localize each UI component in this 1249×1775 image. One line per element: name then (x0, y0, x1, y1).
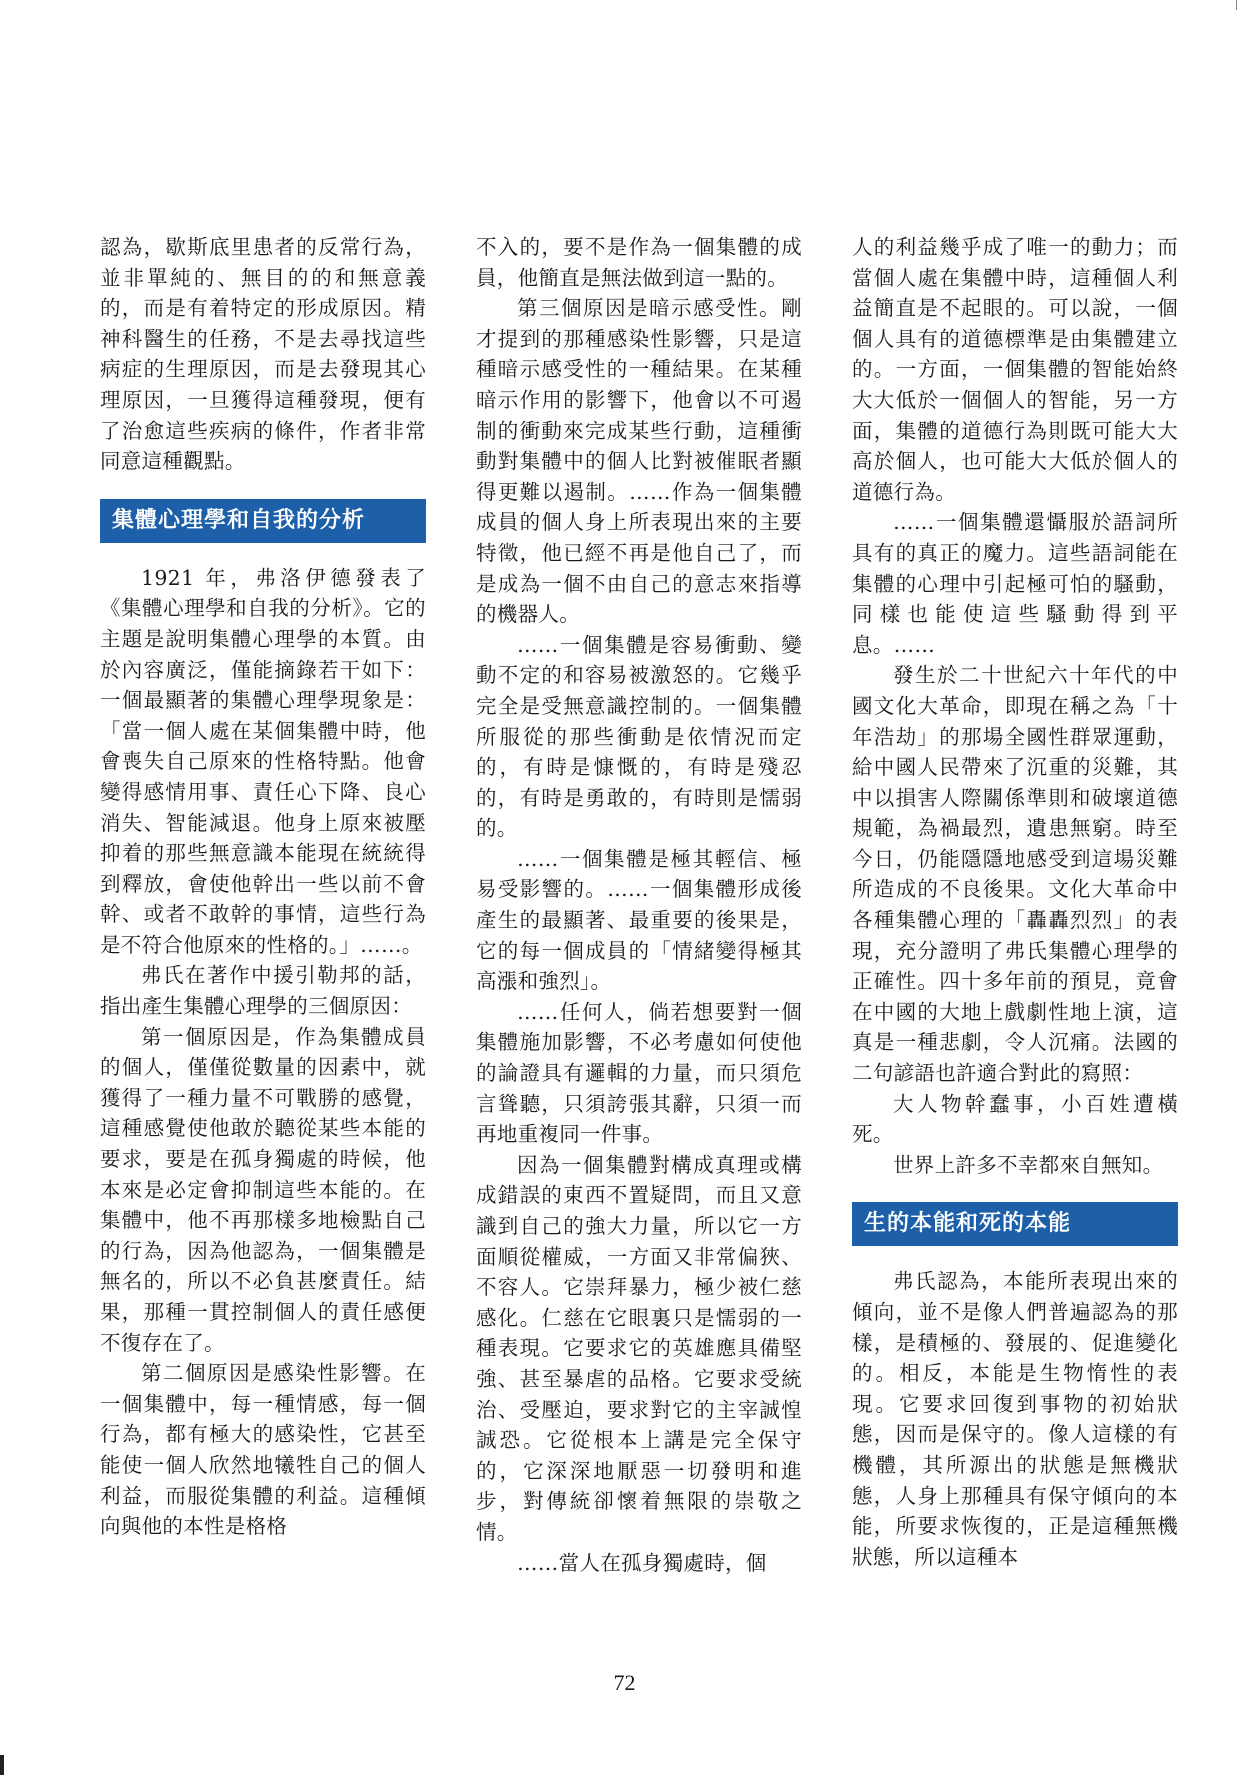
paragraph: ……一個集體還懾服於語詞所具有的真正的魔力。這些語詞能在集體的心理中引起極可怕的騷動，同樣也能使這些騷動得到平息。…… (852, 510, 1178, 657)
paragraph: 因為一個集體對構成真理或構成錯誤的東西不置疑問，而且又意識到自己的強大力量，所以它一方面順從權威，一方面又非常偏狹、不容人。它崇拜暴力，極少被仁慈感化。仁慈在它眼裏只是懦弱的一種表現。它要求它的英雄應具備堅強、甚至暴虐的品格。它要求受統治、受壓迫，要求對它的主宰誠惶誠恐。它從根本上講是完全保守的，它深深地厭惡一切發明和進步，對傳統卻懷着無限的崇敬之情。 (476, 1152, 802, 1544)
column-2 (476, 232, 802, 1578)
paragraph: 不入的，要不是作為一個集體的成員，他簡直是無法做到這一點的。 (476, 235, 802, 290)
paragraph: 認為，歇斯底里患者的反常行為，並非單純的、無目的的和無意義的，而是有着特定的形成原因。精神科醫生的任務，不是去尋找這些病症的生理原因，而是去發現其心理原因，一旦獲得這種發現，便有了治愈這些疾病的條件，作者非常同意這種觀點。 (100, 235, 426, 474)
paragraph: 1921 年，弗洛伊德發表了《集體心理學和自我的分析》。它的主題是說明集體心理學的本質。由於內容廣泛，僅能摘錄若干如下：一個最顯著的集體心理學現象是：「當一個人處在某個集體中時，他會喪失自己原來的性格特點。他會變得感情用事、責任心下降、良心消失、智能減退。他身上原來被壓抑着的那些無意識本能現在統統得到釋放，會使他幹出一些以前不會幹、或者不敢幹的事情，這些行為是不符合他原來的性格的。」……。 (100, 565, 426, 957)
paragraph: 第三個原因是暗示感受性。剛才提到的那種感染性影響，只是這種暗示感受性的一種結果。在某種暗示作用的影響下，他會以不可遏制的衝動來完成某些行動，這種衝動對集體中的個人比對被催眠者顯得更難以遏制。……作為一個集體成員的個人身上所表現出來的主要特徵，他已經不再是他自己了，而是成為一個不由自己的意志來指導的機器人。 (476, 296, 802, 627)
paragraph: ……一個集體是容易衝動、變動不定的和容易被激怒的。它幾乎完全是受無意識控制的。一個集體所服從的那些衝動是依情況而定的，有時是慷慨的，有時是殘忍的，有時是勇敢的，有時則是懦弱的。 (476, 632, 802, 841)
paragraph: 發生於二十世紀六十年代的中國文化大革命，即現在稱之為「十年浩劫」的那場全國性群眾運動，給中國人民帶來了沉重的災難，其中以損害人際關係準則和破壞道德規範，為禍最烈，遺患無窮。時至今日，仍能隱隱地感受到這場災難所造成的不良後果。文化大革命中各種集體心理的「轟轟烈烈」的表現，充分證明了弗氏集體心理學的正確性。四十多年前的預見，竟會在中國的大地上戲劇性地上演，這真是一種悲劇，令人沉痛。法國的二句諺語也許適合對此的寫照： (852, 663, 1178, 1086)
paragraph: 世界上許多不幸都來自無知。 (893, 1152, 1164, 1177)
column-3 (852, 232, 1178, 1572)
scan-corner-mark (1236, 0, 1243, 10)
paragraph: ……一個集體是極其輕信、極易受影響的。……一個集體形成後產生的最顯著、最重要的後果是，它的每一個成員的「情緒變得極其高漲和強烈」。 (476, 846, 802, 994)
paragraph: 人的利益幾乎成了唯一的動力；而當個人處在集體中時，這種個人利益簡直是不起眼的。可以說，一個個人具有的道德標準是由集體建立的。一方面，一個集體的智能始終大大低於一個個人的智能，另一方面，集體的道德行為則既可能大大高於個人，也可能大大低於個人的道德行為。 (852, 235, 1178, 504)
column-1 (100, 232, 426, 1542)
paragraph: ……任何人，倘若想要對一個集體施加影響，不必考慮如何使他的論證具有邏輯的力量，而只須危言聳聽，只須誇張其辭，只須一而再地重複同一件事。 (476, 999, 802, 1147)
scan-edge-mark (0, 1755, 4, 1775)
paragraph: 弗氏認為，本能所表現出來的傾向，並不是像人們普遍認為的那樣，是積極的、發展的、促進變化的。相反，本能是生物惰性的表現。它要求回復到事物的初始狀態，因而是保守的。像人這樣的有機體，其所源出的狀態是無機狀態，人身上那種具有保守傾向的本能，所要求恢復的，正是這種無機狀態，所以這種本 (852, 1269, 1178, 1569)
paragraph: 第一個原因是，作為集體成員的個人，僅僅從數量的因素中，就獲得了一種力量不可戰勝的感覺，這種感覺使他敢於聽從某些本能的要求，要是在孤身獨處的時候，他本來是必定會抑制這些本能的。在集體中，他不再那樣多地檢點自己的行為，因為他認為，一個集體是無名的，所以不必負甚麼責任。結果，那種一貫控制個人的責任感便不復存在了。 (100, 1024, 426, 1355)
paragraph: 第二個原因是感染性影響。在一個集體中，每一種情感，每一個行為，都有極大的感染性，它甚至能使一個人欣然地犧牲自己的個人利益，而服從集體的利益。這種傾向與他的本性是格格 (100, 1361, 426, 1539)
page-number: 72 (613, 1670, 636, 1695)
paragraph: 大人物幹蠢事，小百姓遭橫死。 (852, 1091, 1178, 1147)
paragraph: ……當人在孤身獨處時，個 (517, 1550, 767, 1575)
paragraph: 弗氏在著作中援引勒邦的話，指出產生集體心理學的三個原因： (100, 963, 426, 1019)
section-heading-instincts: 生的本能和死的本能 (852, 1202, 1178, 1246)
section-heading-group-psychology: 集體心理學和自我的分析 (100, 499, 426, 543)
